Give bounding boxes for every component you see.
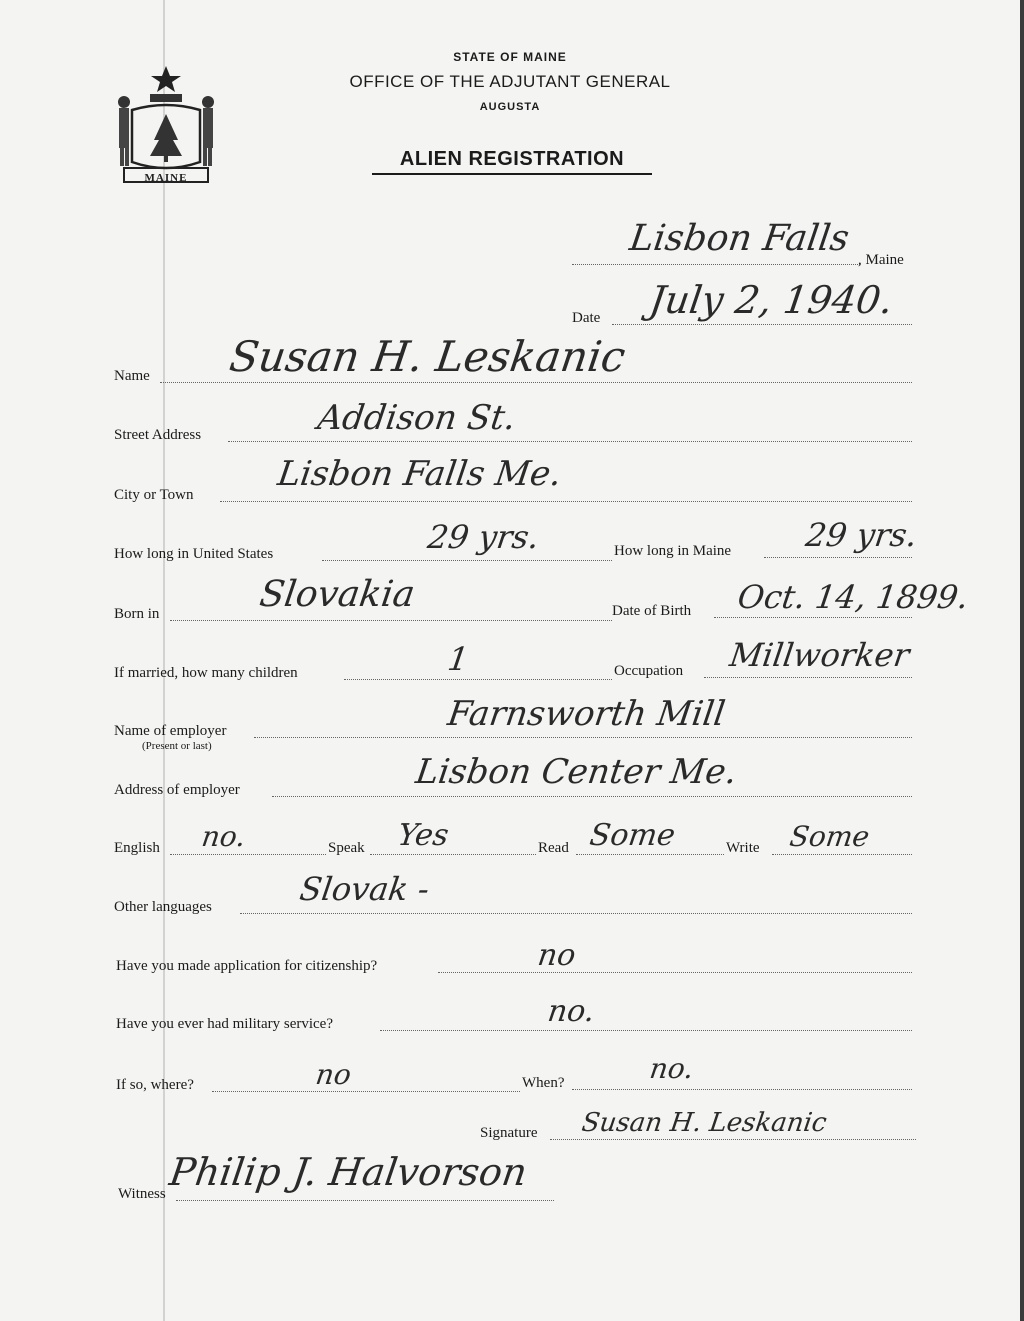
occupation-label: Occupation [614, 663, 684, 679]
date-line [612, 324, 912, 325]
city-heading: AUGUSTA [479, 101, 541, 113]
years-maine-value[interactable]: 29 yrs. [803, 516, 920, 554]
where-line [212, 1091, 520, 1092]
years-us-line [322, 560, 612, 561]
children-value[interactable]: 1 [445, 640, 472, 678]
where-label: If so, where? [116, 1077, 194, 1093]
write-line [772, 854, 912, 855]
location-line [572, 264, 860, 265]
military-value[interactable]: no. [545, 994, 597, 1029]
city-line [220, 501, 912, 502]
read-label: Read [538, 840, 569, 856]
children-line [344, 679, 612, 680]
dob-label: Date of Birth [612, 603, 692, 619]
write-value[interactable]: Some [787, 820, 872, 853]
military-label: Have you ever had military service? [116, 1016, 333, 1032]
born-value[interactable]: Slovakia [257, 574, 418, 615]
years-maine-label: How long in Maine [614, 543, 732, 559]
years-maine-line [764, 557, 912, 558]
page-fold-line [163, 0, 165, 1321]
page-title: ALIEN REGISTRATION [372, 148, 652, 175]
street-label: Street Address [114, 427, 202, 443]
employer-address-value[interactable]: Lisbon Center Me. [413, 752, 740, 792]
citizenship-label: Have you made application for citizenship? [116, 958, 378, 974]
name-line [160, 382, 912, 383]
occupation-value[interactable]: Millworker [727, 636, 912, 674]
state-heading: STATE OF MAINE [453, 50, 567, 64]
occupation-line [704, 677, 912, 678]
english-label: English [114, 840, 160, 856]
read-line [576, 854, 724, 855]
employer-value[interactable]: Farnsworth Mill [445, 694, 728, 734]
street-line [228, 441, 912, 442]
other-languages-label: Other languages [114, 899, 212, 915]
street-value[interactable]: Addison St. [315, 398, 519, 438]
employer-line [254, 737, 912, 738]
office-heading: OFFICE OF THE ADJUTANT GENERAL [349, 72, 671, 91]
other-languages-value[interactable]: Slovak - [297, 870, 432, 908]
city-value[interactable]: Lisbon Falls Me. [275, 454, 564, 494]
other-languages-line [240, 913, 912, 914]
date-value[interactable]: July 2, 1940. [646, 278, 896, 322]
city-label: City or Town [114, 487, 194, 503]
witness-line [176, 1200, 554, 1201]
witness-label: Witness [118, 1186, 166, 1202]
dob-value[interactable]: Oct. 14, 1899. [735, 578, 971, 616]
name-label: Name [114, 368, 150, 384]
name-value[interactable]: Susan H. Leskanic [226, 332, 629, 381]
when-line [572, 1089, 912, 1090]
date-label: Date [572, 310, 601, 326]
employer-address-line [272, 796, 912, 797]
where-value[interactable]: no [313, 1058, 354, 1091]
citizenship-value[interactable]: no [535, 938, 578, 973]
english-line [170, 854, 326, 855]
maine-state-seal [110, 62, 222, 192]
years-us-value[interactable]: 29 yrs. [425, 518, 542, 556]
when-label: When? [522, 1075, 565, 1091]
location-value[interactable]: Lisbon Falls [627, 218, 852, 259]
signature-line [550, 1139, 916, 1140]
born-label: Born in [114, 606, 160, 622]
write-label: Write [726, 840, 760, 856]
children-label: If married, how many children [114, 665, 298, 681]
born-line [170, 620, 612, 621]
witness-value[interactable]: Philip J. Halvorson [166, 1150, 530, 1194]
speak-label: Speak [328, 840, 365, 856]
location-suffix: , Maine [858, 252, 904, 268]
when-value[interactable]: no. [647, 1052, 696, 1085]
military-line [380, 1030, 912, 1031]
citizenship-line [438, 972, 912, 973]
dob-line [714, 617, 912, 618]
employer-label: Name of employer [114, 723, 227, 739]
employer-address-label: Address of employer [114, 782, 240, 798]
signature-label: Signature [480, 1125, 538, 1141]
speak-value[interactable]: Yes [395, 818, 451, 853]
seal-label: MAINE [144, 172, 188, 184]
speak-line [370, 854, 536, 855]
employer-sublabel: (Present or last) [142, 740, 212, 752]
years-us-label: How long in United States [114, 546, 274, 562]
read-value[interactable]: Some [587, 818, 678, 853]
english-value[interactable]: no. [199, 820, 248, 853]
signature-value[interactable]: Susan H. Leskanic [579, 1108, 829, 1138]
